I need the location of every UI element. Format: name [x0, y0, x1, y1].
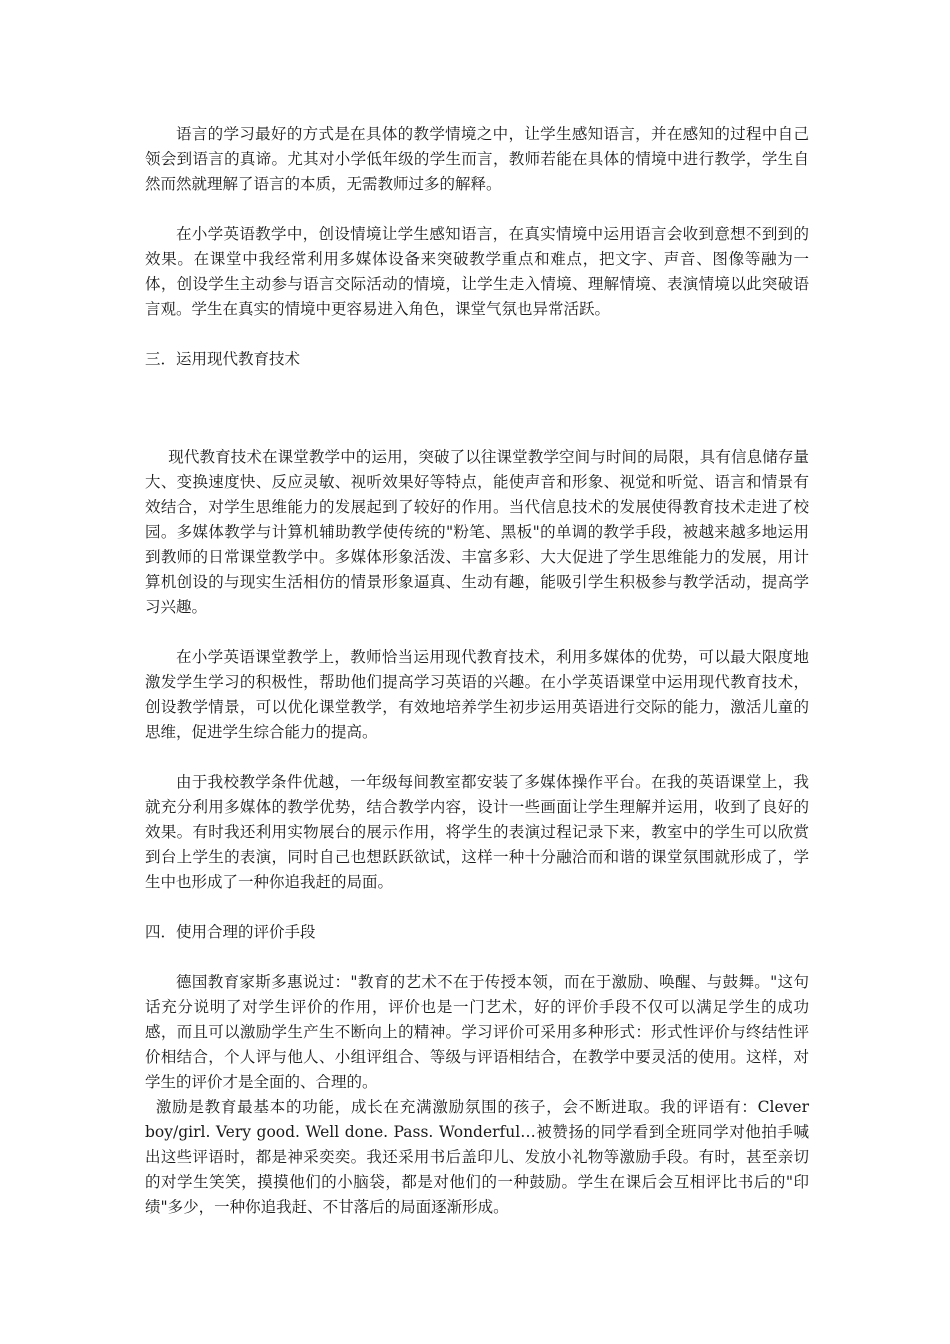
paragraph-multimedia-advantages: 在小学英语课堂教学上，教师恰当运用现代教育技术，利用多媒体的优势，可以最大限度地激发学生学习的积极性，帮助他们提高学习英语的兴趣。在小学英语课堂中运用现代教育技术，创设教学情景，可以优化课堂教学，有效地培养学生初步运用英语进行交际的能力，激活儿童的思维，促进学生综合能力的提高。 — [145, 648, 809, 741]
paragraph-english-situations: 在小学英语教学中，创设情境让学生感知语言，在真实情境中运用语言会收到意想不到到的效果。在课堂中我经常利用多媒体设备来突破教学重点和难点，把文字、声音、图像等融为一体，创设学生主动参与语言交际活动的情境，让学生走入情境、理解情境、表演情境以此突破语言观。学生在真实的情境中更容易进入角色，课堂气氛也异常活跃。 — [145, 225, 809, 318]
paragraph-encouragement: 激励是教育最基本的功能，成长在充满激励氛围的孩子，会不断进取。我的评语有：Clever boy/girl. Very good. Well done. Pass. Wonderful…被赞扬的同学看到全班同学对他拍手喊出这些评语时，都是神采奕奕。我还采用书后盖印儿、发放小礼物等激励手段。有时，甚至亲切的对学生笑笑，摸摸他们的小脑袋，都是对他们的一种鼓励。学生在课后会互相评比书后的"印绩"多少，一种你追我赶、不甘落后的局面逐渐形成。 — [145, 1098, 809, 1216]
document-body — [145, 122, 809, 1220]
paragraph-modern-technology: 现代教育技术在课堂教学中的运用，突破了以往课堂教学空间与时间的局限，具有信息储存量大、变换速度快、反应灵敏、视听效果好等特点，能使声音和形象、视觉和听觉、语言和情景有效结合，对学生思维能力的发展起到了较好的作用。当代信息技术的发展使得教育技术走进了校园。多媒体教学与计算机辅助教学使传统的"粉笔、黑板"的单调的教学手段，被越来越多地运用到教师的日常课堂教学中。多媒体形象活泼、丰富多彩、大大促进了学生思维能力的发展，用计算机创设的与现实生活相仿的情景形象逼真、生动有趣，能吸引学生积极参与教学活动，提高学习兴趣。 — [145, 448, 809, 616]
section-heading-evaluation: 四．使用合理的评价手段 — [145, 923, 316, 941]
paragraph-evaluation-methods: 德国教育家斯多惠说过："教育的艺术不在于传授本领，而在于激励、唤醒、与鼓舞。"这句话充分说明了对学生评价的作用，评价也是一门艺术，好的评价手段不仅可以满足学生的成功感，而且可以激励学生产生不断向上的精神。学习评价可采用多种形式：形式性评价与终结性评价相结合，个人评与他人、小组评组合、等级与评语相结合，在教学中要灵活的使用。这样，对学生的评价才是全面的、合理的。 — [145, 973, 809, 1091]
paragraph-school-conditions: 由于我校教学条件优越，一年级每间教室都安装了多媒体操作平台。在我的英语课堂上，我就充分利用多媒体的教学优势，结合教学内容，设计一些画面让学生理解并运用，收到了良好的效果。有时我还利用实物展台的展示作用，将学生的表演过程记录下来，教室中的学生可以欣赏到台上学生的表演，同时自己也想跃跃欲试，这样一种十分融洽而和谐的课堂氛围就形成了，学生中也形成了一种你追我赶的局面。 — [145, 773, 809, 891]
paragraph-situational-learning: 语言的学习最好的方式是在具体的教学情境之中，让学生感知语言，并在感知的过程中自己领会到语言的真谛。尤其对小学低年级的学生而言，教师若能在具体的情境中进行教学，学生自然而然就理解了语言的本质，无需教师过多的解释。 — [145, 125, 809, 193]
section-heading-technology: 三．运用现代教育技术 — [145, 350, 301, 368]
